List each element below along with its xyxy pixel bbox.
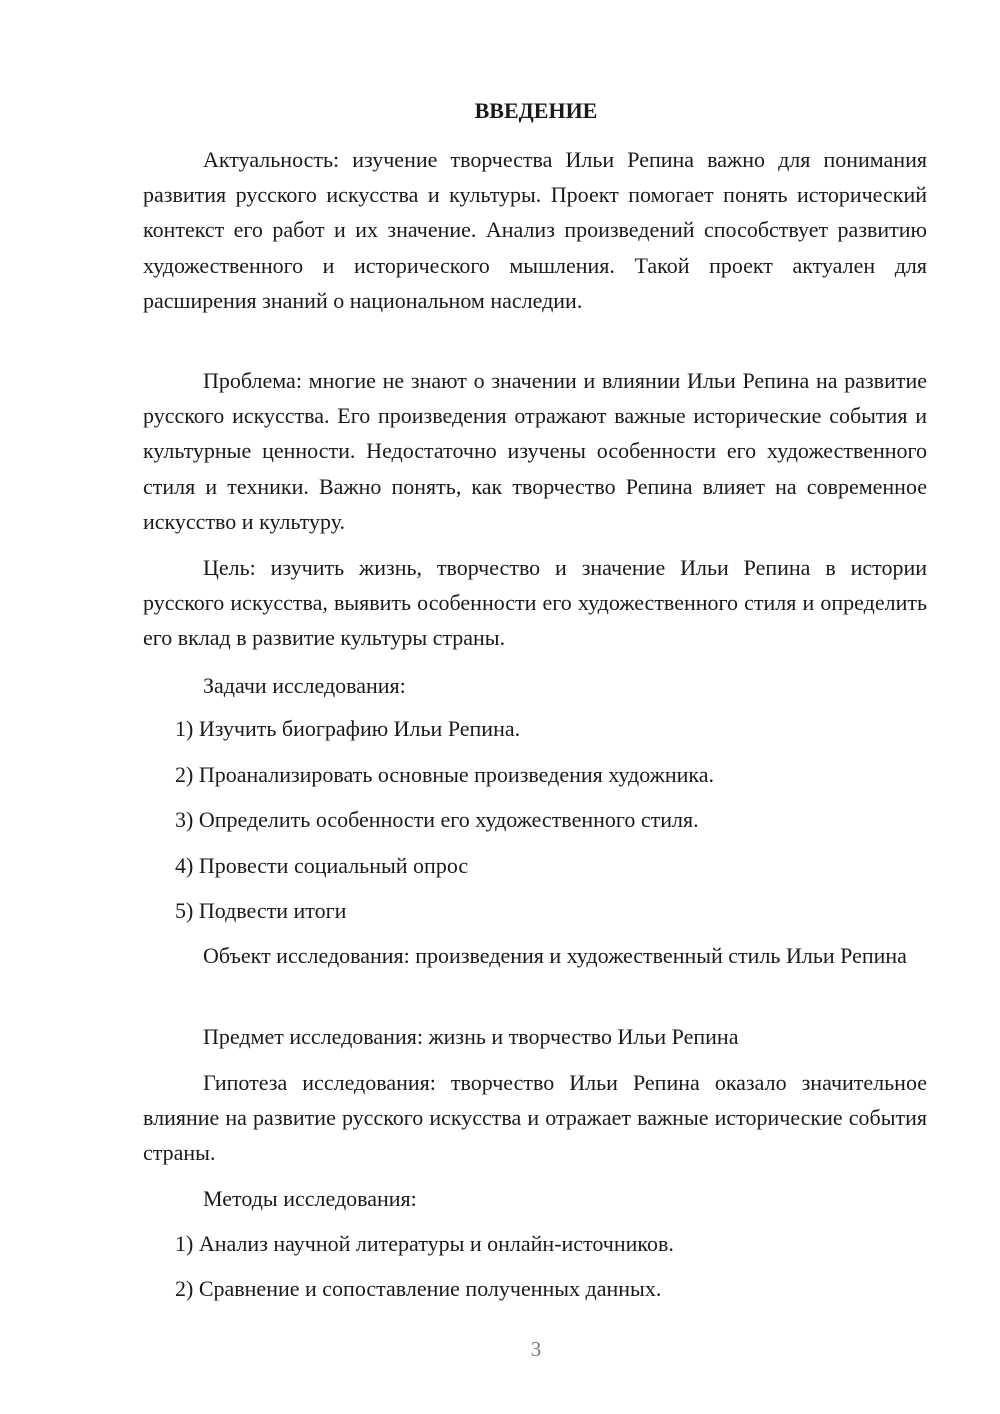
tasks-heading: Задачи исследования: xyxy=(203,673,406,698)
task-item-3: 3) Определить особенности его художественного стиля. xyxy=(175,807,699,832)
hypothesis-paragraph: Гипотеза исследования: творчество Ильи Репина оказало значительное влияние на развитие русского искусства и отражает важные исторические события страны. xyxy=(143,1070,927,1166)
task-item-5: 5) Подвести итоги xyxy=(175,898,347,923)
section-title: ВВЕДЕНИЕ xyxy=(474,98,598,123)
task-item-4: 4) Провести социальный опрос xyxy=(175,853,469,878)
methods-heading: Методы исследования: xyxy=(203,1186,417,1211)
method-item-1: 1) Анализ научной литературы и онлайн-источников. xyxy=(175,1231,674,1256)
goal-paragraph: Цель: изучить жизнь, творчество и значение Ильи Репина в истории русского искусства, выявить особенности его художественного стиля и определить его вклад в развитие культуры страны. xyxy=(143,555,927,651)
problem-paragraph: Проблема: многие не знают о значении и влиянии Ильи Репина на развитие русского искусства. Его произведения отражают важные исторические события и культурные ценности. Недостаточно изучены особенности его художественного стиля и техники. Важно понять, как творчество Репина влияет на современное искусство и культуру. xyxy=(143,368,927,534)
relevance-paragraph: Актуальность: изучение творчества Ильи Репина важно для понимания развития русского искусства и культуры. Проект помогает понять исторический контекст его работ и их значение. Анализ произведений способствует развитию художественного и исторического мышления. Такой проект актуален для расширения знаний о национальном наследии. xyxy=(143,147,927,313)
object-paragraph: Объект исследования: произведения и художественный стиль Ильи Репина xyxy=(203,943,907,968)
page-number: 3 xyxy=(530,1337,542,1361)
task-item-2: 2) Проанализировать основные произведения художника. xyxy=(175,762,715,787)
method-item-2: 2) Сравнение и сопоставление полученных данных. xyxy=(175,1276,662,1301)
task-item-1: 1) Изучить биографию Ильи Репина. xyxy=(175,716,521,741)
subject-paragraph: Предмет исследования: жизнь и творчество Ильи Репина xyxy=(203,1024,739,1049)
